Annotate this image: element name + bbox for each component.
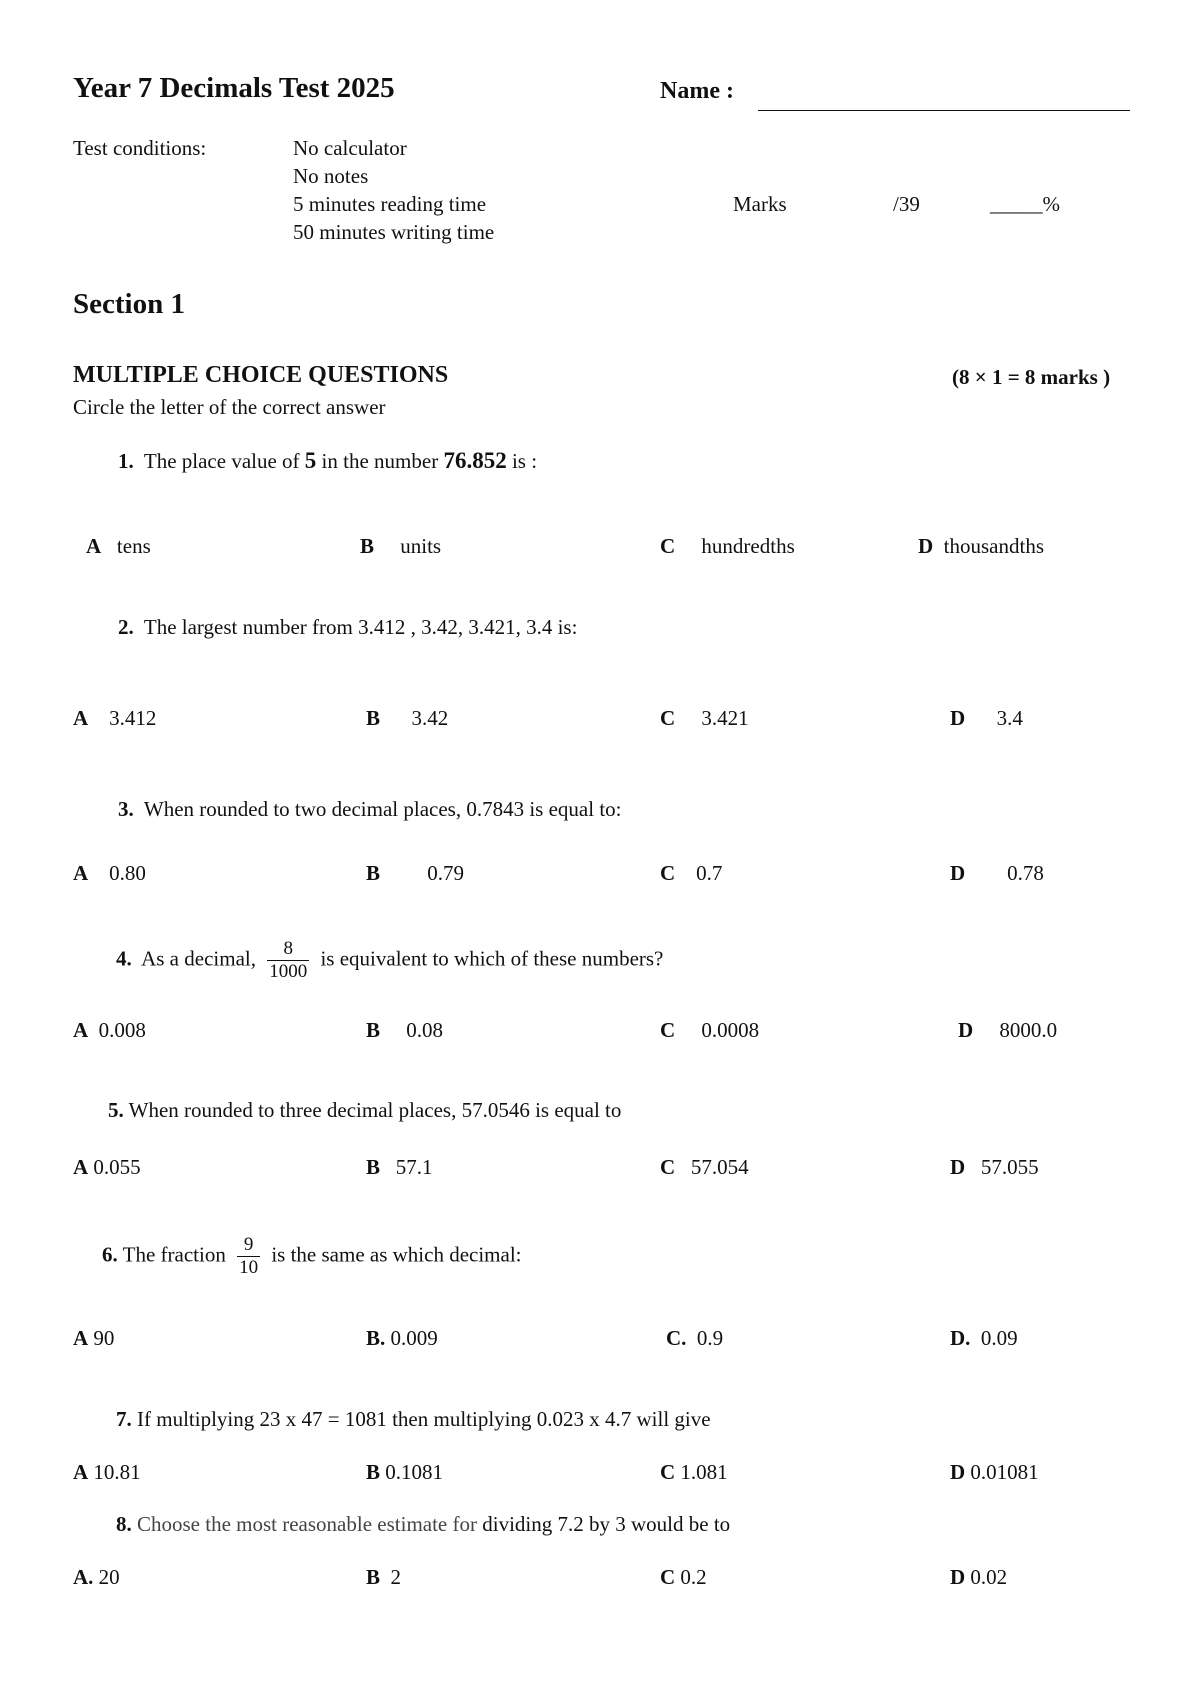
- option-letter: D: [918, 534, 934, 558]
- option-value: 2: [390, 1565, 402, 1589]
- option-letter: D: [950, 706, 966, 730]
- option-letter: D: [950, 1565, 966, 1589]
- option-value: 0.09: [980, 1326, 1018, 1350]
- option-value: 0.02: [970, 1565, 1008, 1589]
- option-b[interactable]: [366, 706, 448, 731]
- question-number: 4.: [116, 946, 132, 971]
- option-value: 3.4: [996, 706, 1023, 730]
- option-letter: A: [73, 1326, 89, 1350]
- option-value: 0.055: [93, 1155, 141, 1179]
- option-a[interactable]: [73, 1018, 146, 1043]
- option-letter: C: [660, 1155, 676, 1179]
- question-number: 7.: [116, 1407, 132, 1431]
- option-letter: C: [660, 1018, 676, 1042]
- option-d[interactable]: [918, 534, 1044, 559]
- question-text: The largest number from 3.412 , 3.42, 3.421, 3.4 is:: [143, 615, 578, 639]
- option-letter: C: [660, 1460, 676, 1484]
- option-letter: B: [360, 534, 375, 558]
- option-letter: C: [660, 534, 676, 558]
- option-d[interactable]: [950, 1155, 1039, 1180]
- option-letter: B.: [366, 1326, 386, 1350]
- option-value: 0.0008: [701, 1018, 760, 1042]
- question-number: 8.: [116, 1512, 132, 1536]
- option-letter: B: [366, 706, 381, 730]
- option-value: 3.412: [109, 706, 157, 730]
- fraction: [237, 1234, 260, 1279]
- option-a[interactable]: [73, 1460, 141, 1485]
- test-title: Year 7 Decimals Test 2025: [73, 72, 395, 104]
- option-value: 57.1: [395, 1155, 433, 1179]
- option-letter: B: [366, 1565, 381, 1589]
- option-value: 0.2: [680, 1565, 707, 1589]
- question-text: When rounded to three decimal places, 57.0546 is equal to: [128, 1098, 622, 1122]
- option-value: 57.054: [690, 1155, 749, 1179]
- option-c[interactable]: [660, 1565, 707, 1590]
- option-value: 0.08: [406, 1018, 444, 1042]
- option-value: 20: [98, 1565, 120, 1589]
- option-letter: B: [366, 1460, 381, 1484]
- question-text: If multiplying 23 x 47 = 1081 then multiplying 0.023 x 4.7 will give: [137, 1407, 711, 1431]
- question-text: in the number: [321, 449, 439, 473]
- option-d[interactable]: [958, 1018, 1057, 1043]
- option-value: 0.01081: [970, 1460, 1039, 1484]
- question-7: [116, 1407, 711, 1432]
- option-letter: C.: [666, 1326, 687, 1350]
- option-letter: D: [958, 1018, 974, 1042]
- question-text: When rounded to two decimal places, 0.7843 is equal to:: [143, 797, 622, 821]
- option-letter: D.: [950, 1326, 971, 1350]
- name-label: Name :: [660, 78, 734, 104]
- option-c[interactable]: [660, 1460, 728, 1485]
- question-8: [116, 1512, 730, 1537]
- option-b[interactable]: [366, 1326, 438, 1351]
- option-b[interactable]: [366, 1565, 401, 1590]
- option-b[interactable]: [366, 1460, 443, 1485]
- option-b[interactable]: [360, 534, 441, 559]
- question-number: 6.: [102, 1242, 118, 1267]
- question-text: is :: [511, 449, 538, 473]
- option-a[interactable]: [73, 861, 146, 886]
- option-a[interactable]: [73, 1326, 114, 1351]
- option-value: 57.055: [980, 1155, 1039, 1179]
- mc-marks: (8 × 1 = 8 marks ): [952, 365, 1111, 389]
- question-text: The place value of: [143, 449, 300, 473]
- question-1: [118, 448, 537, 474]
- conditions-label: Test conditions:: [73, 136, 207, 160]
- section-title: Section 1: [73, 288, 185, 320]
- option-a[interactable]: [86, 534, 151, 559]
- option-letter: C: [660, 706, 676, 730]
- option-d[interactable]: [950, 1326, 1018, 1351]
- option-c[interactable]: [660, 534, 795, 559]
- question-text: The fraction: [122, 1242, 226, 1267]
- percent-blank: _____%: [990, 192, 1060, 216]
- option-d[interactable]: [950, 1565, 1007, 1590]
- option-value: 10.81: [93, 1460, 141, 1484]
- question-text: Choose the most reasonable estimate for: [137, 1512, 477, 1536]
- option-d[interactable]: [950, 706, 1023, 731]
- option-c[interactable]: [660, 861, 722, 886]
- option-value: tens: [116, 534, 151, 558]
- option-letter: B: [366, 861, 381, 885]
- option-letter: A.: [73, 1565, 94, 1589]
- instruction: Circle the letter of the correct answer: [73, 395, 386, 419]
- option-c[interactable]: [660, 1155, 749, 1180]
- marks-label: Marks: [733, 192, 787, 216]
- name-line[interactable]: [758, 110, 1130, 111]
- option-d[interactable]: [950, 1460, 1039, 1485]
- fraction: [267, 938, 309, 983]
- option-value: 1.081: [680, 1460, 728, 1484]
- option-a[interactable]: [73, 1565, 120, 1590]
- option-value: 0.9: [696, 1326, 724, 1350]
- option-value: 0.7: [696, 861, 723, 885]
- option-letter: A: [73, 1460, 89, 1484]
- question-number: 3.: [118, 797, 134, 821]
- question-6: [102, 1234, 522, 1279]
- option-b[interactable]: [366, 1155, 433, 1180]
- question-number: 5.: [108, 1098, 124, 1122]
- option-b[interactable]: [366, 1018, 443, 1043]
- option-value: units: [400, 534, 442, 558]
- option-value: thousandths: [943, 534, 1045, 558]
- option-value: 3.42: [411, 706, 449, 730]
- option-value: 3.421: [701, 706, 749, 730]
- option-letter: D: [950, 1460, 966, 1484]
- option-value: hundredths: [701, 534, 795, 558]
- option-c[interactable]: [660, 1018, 759, 1043]
- option-a[interactable]: [73, 706, 156, 731]
- question-text: is the same as which decimal:: [271, 1242, 522, 1267]
- question-text: As a decimal,: [141, 946, 256, 971]
- option-letter: D: [950, 861, 966, 885]
- condition-item: No notes: [293, 164, 369, 188]
- option-value: 90: [93, 1326, 115, 1350]
- option-c[interactable]: [666, 1326, 723, 1351]
- option-value: 0.79: [427, 861, 465, 885]
- option-letter: A: [73, 861, 89, 885]
- option-letter: A: [73, 1018, 89, 1042]
- option-value: 0.008: [98, 1018, 146, 1042]
- question-number: 2.: [118, 615, 134, 639]
- option-letter: A: [73, 1155, 89, 1179]
- option-letter: A: [86, 534, 102, 558]
- question-number-value: 76.852: [443, 448, 507, 473]
- option-letter: D: [950, 1155, 966, 1179]
- question-text: dividing 7.2 by 3 would be to: [482, 1512, 731, 1536]
- fraction-numerator: 8: [267, 938, 309, 961]
- option-value: 8000.0: [999, 1018, 1058, 1042]
- condition-item: 50 minutes writing time: [293, 220, 495, 244]
- question-2: [118, 615, 577, 640]
- condition-item: No calculator: [293, 136, 407, 160]
- question-text: is equivalent to which of these numbers?: [320, 946, 664, 971]
- option-value: 0.78: [1007, 861, 1044, 885]
- option-value: 0.80: [109, 861, 146, 885]
- condition-item: 5 minutes reading time: [293, 192, 487, 216]
- option-letter: B: [366, 1155, 381, 1179]
- option-letter: C: [660, 1565, 676, 1589]
- fraction-denominator: 1000: [269, 961, 308, 982]
- fraction-numerator: 9: [237, 1234, 260, 1257]
- question-number: 1.: [118, 449, 134, 473]
- option-c[interactable]: [660, 706, 749, 731]
- question-digit: 5: [304, 448, 317, 473]
- question-3: [118, 797, 622, 822]
- option-letter: B: [366, 1018, 381, 1042]
- option-letter: A: [73, 706, 89, 730]
- option-letter: C: [660, 861, 676, 885]
- question-5: [108, 1098, 621, 1123]
- question-4: [116, 938, 663, 983]
- option-d[interactable]: [950, 861, 1044, 886]
- marks-total: /39: [893, 192, 920, 216]
- option-value: 0.1081: [385, 1460, 444, 1484]
- mc-heading: MULTIPLE CHOICE QUESTIONS: [73, 362, 449, 388]
- option-value: 0.009: [390, 1326, 438, 1350]
- fraction-denominator: 10: [239, 1257, 259, 1278]
- option-a[interactable]: [73, 1155, 141, 1180]
- option-b[interactable]: [366, 861, 464, 886]
